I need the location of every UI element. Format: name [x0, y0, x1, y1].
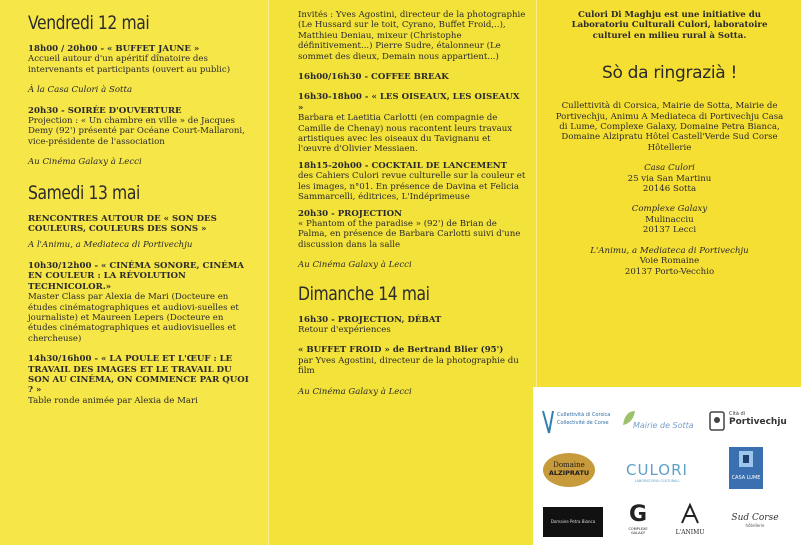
event-desc: Master Class par Alexia de Mari (Docteure en études cinématographiques et audiovi-suelles et journaliste) et Maureen Lepers (Docteure en études cinématographiques et audiovisuelles et chercheuse)	[28, 292, 239, 344]
petra-bianca-logo	[543, 507, 603, 537]
corsica-icon	[541, 409, 555, 435]
sunday-title: Dimanche 14 mai	[298, 282, 430, 305]
event-place: Au Cinéma Galaxy à Lecci	[298, 260, 412, 271]
sudcorse-logo	[723, 513, 787, 533]
thanks-list: Cullettività di Corsica, Mairie de Sotta, Mairie de Portivechju, Animu A Mediateca di Portivechju Casa di Lume, Complexe Galaxy, Domaine Petra Bianca, Domaine Alzipratu Hôtel Castell'Verde Sud Corse Hôtellerie	[555, 101, 784, 153]
film-title: « BUFFET FROID » de Bertrand Blier (95')	[298, 345, 504, 356]
petra-label: Domaine Petra Bianca	[550, 519, 596, 524]
address-name: Casa Culori	[644, 163, 695, 174]
event-place: À la Casa Culori à Sotta	[28, 85, 133, 96]
film-desc: par Yves Agostini, directeur de la photographie du film	[298, 355, 519, 377]
event-time: 16h30-18h00 - « LES OISEAUX, LES OISEAUX »	[298, 92, 520, 113]
address-name: Complexe Galaxy	[631, 204, 708, 215]
event-desc: des Cahiers Culori revue culturelle sur la couleur et les images, n°01. En présence de Davina et Felicia Sammarcelli, éditrices, L'Indéprimeuse	[298, 171, 526, 203]
intro: Culori Di Maghju est une initiative du Laboratoriu Culturali Culori, laboratoire culturel en milieu rural à Sotta.	[571, 10, 768, 41]
event-time: 20h30 - PROJECTION	[298, 208, 403, 219]
event-desc: Table ronde animée par Alexia de Mari	[28, 395, 198, 406]
event-place: Au Cinéma Galaxy à Lecci	[28, 157, 142, 168]
event-time: 14h30/16h00 - « LA POULE ET L'ŒUF : LE TRAVAIL DES IMAGES ET LE TRAVAIL DU SON AU CINÉMA, ON COMMENCE PAR QUOI ? »	[28, 354, 249, 396]
event-desc: Retour d'expériences	[298, 324, 391, 335]
animu-icon	[678, 503, 702, 525]
animu-logo	[671, 503, 709, 541]
address-line: Voie Romaine	[639, 256, 700, 267]
sotta-logo	[621, 409, 701, 437]
event-time: 10h30/12h00 - « CINÉMA SONORE, CINÉMA EN COULEUR : LA RÉVOLUTION TECHNICOLOR.»	[28, 260, 244, 292]
culori-logo	[625, 461, 689, 485]
event-time: 16h00/16h30 - COFFEE BREAK	[298, 72, 449, 83]
culori-sub: LABORATORIU CULTURALI	[634, 479, 680, 483]
culori-label: CULORI	[626, 461, 688, 479]
event-time: 20h30 - SOIRÉE D'OUVERTURE	[28, 105, 182, 116]
galaxy-label: COMPLEXE GALAXY	[628, 527, 648, 535]
sudcorse-sub: hôtellerie	[745, 523, 765, 528]
saturday-title: Samedi 13 mai	[28, 181, 140, 204]
event-desc: Barbara et Laetitia Carlotti (en compagnie de Camille de Chenay) nous racontent leurs travaux artistiques avec les oiseaux du Tavignanu et l'œuvre d'Olivier Messiaen.	[298, 113, 513, 155]
event-place: Au Cinéma Galaxy à Lecci	[298, 386, 412, 397]
address-line: 20146 Sotta	[642, 184, 697, 195]
portivechju-small: Cità di	[729, 411, 746, 417]
thanks-title: Sò da ringrazià !	[601, 63, 738, 84]
friday-title: Vendredi 12 mai	[28, 12, 150, 34]
event-time: 16h30 - PROJECTION, DÉBAT	[298, 314, 442, 325]
invites: Invités : Yves Agostini, directeur de la photographie (Le Hussard sur le toit, Cyrano, Buffet Froid,..), Matthieu Deniau, mixeur (Christophe définitivement...) Pierre Sudre, étalonneur (Le sommet des dieux, Demain nous appartient...)	[298, 10, 526, 62]
sponsor-logos	[533, 387, 801, 545]
saturday-place: A l'Animu, a Mediateca di Portivechju	[28, 240, 193, 251]
corsica-label-2: Collectivité de Corse	[557, 420, 609, 426]
portivechju-logo	[709, 411, 797, 435]
event-desc: « Phantom of the paradise » (92') de Brian de Palma, en présence de Barbara Carlotti suivi d'une discussion dans la salle	[298, 218, 521, 250]
animu-label: L'ANIMU	[675, 529, 705, 536]
portivechju-label: Portivechju	[729, 417, 787, 427]
galaxy-g: G	[628, 502, 648, 527]
panel-friday-saturday	[0, 0, 268, 545]
event-desc: Accueil autour d'un apéritif dînatoire des intervenants et participants (ouvert au public)	[28, 54, 231, 75]
address-line: 20137 Lecci	[642, 225, 697, 236]
event-time: 18h15-20h00 - COCKTAIL DE LANCEMENT	[298, 160, 507, 171]
fold-line	[268, 0, 269, 545]
alzipratu-logo	[543, 453, 595, 487]
event-time: 18h00 / 20h00 - « BUFFET JAUNE »	[28, 44, 200, 54]
casa-lume-label: CASA LUME	[731, 475, 761, 481]
address-name: L'Animu, a Mediateca di Portivechju	[590, 245, 749, 256]
corsica-label: Cullettività di Corsica	[557, 412, 611, 418]
casa-lume-logo	[729, 447, 763, 489]
sotta-label: Mairie de Sotta	[633, 421, 694, 430]
lume-icon	[729, 447, 763, 471]
event-desc: Projection : « Un chambre en ville » de Jacques Demy (92') présenté par Océane Court-Mallaroni, vice-présidente de l'association	[28, 116, 245, 147]
address-line: 25 via San Martinu	[627, 173, 712, 184]
galaxy-logo	[623, 503, 653, 543]
address-line: Mulinacciu	[645, 214, 694, 225]
address-line: 20137 Porto-Vecchio	[624, 266, 715, 277]
crest-icon	[709, 411, 725, 431]
sudcorse-label: Sud Corse	[731, 513, 779, 523]
alzipratu-label-2: ALZIPRATU	[548, 469, 590, 477]
saturday-heading: RENCONTRES AUTOUR DE « SON DES COULEURS, COULEURS DES SONS »	[28, 213, 217, 235]
panel-saturday-sunday	[268, 0, 536, 545]
alzipratu-label-1: Domaine	[553, 461, 585, 469]
